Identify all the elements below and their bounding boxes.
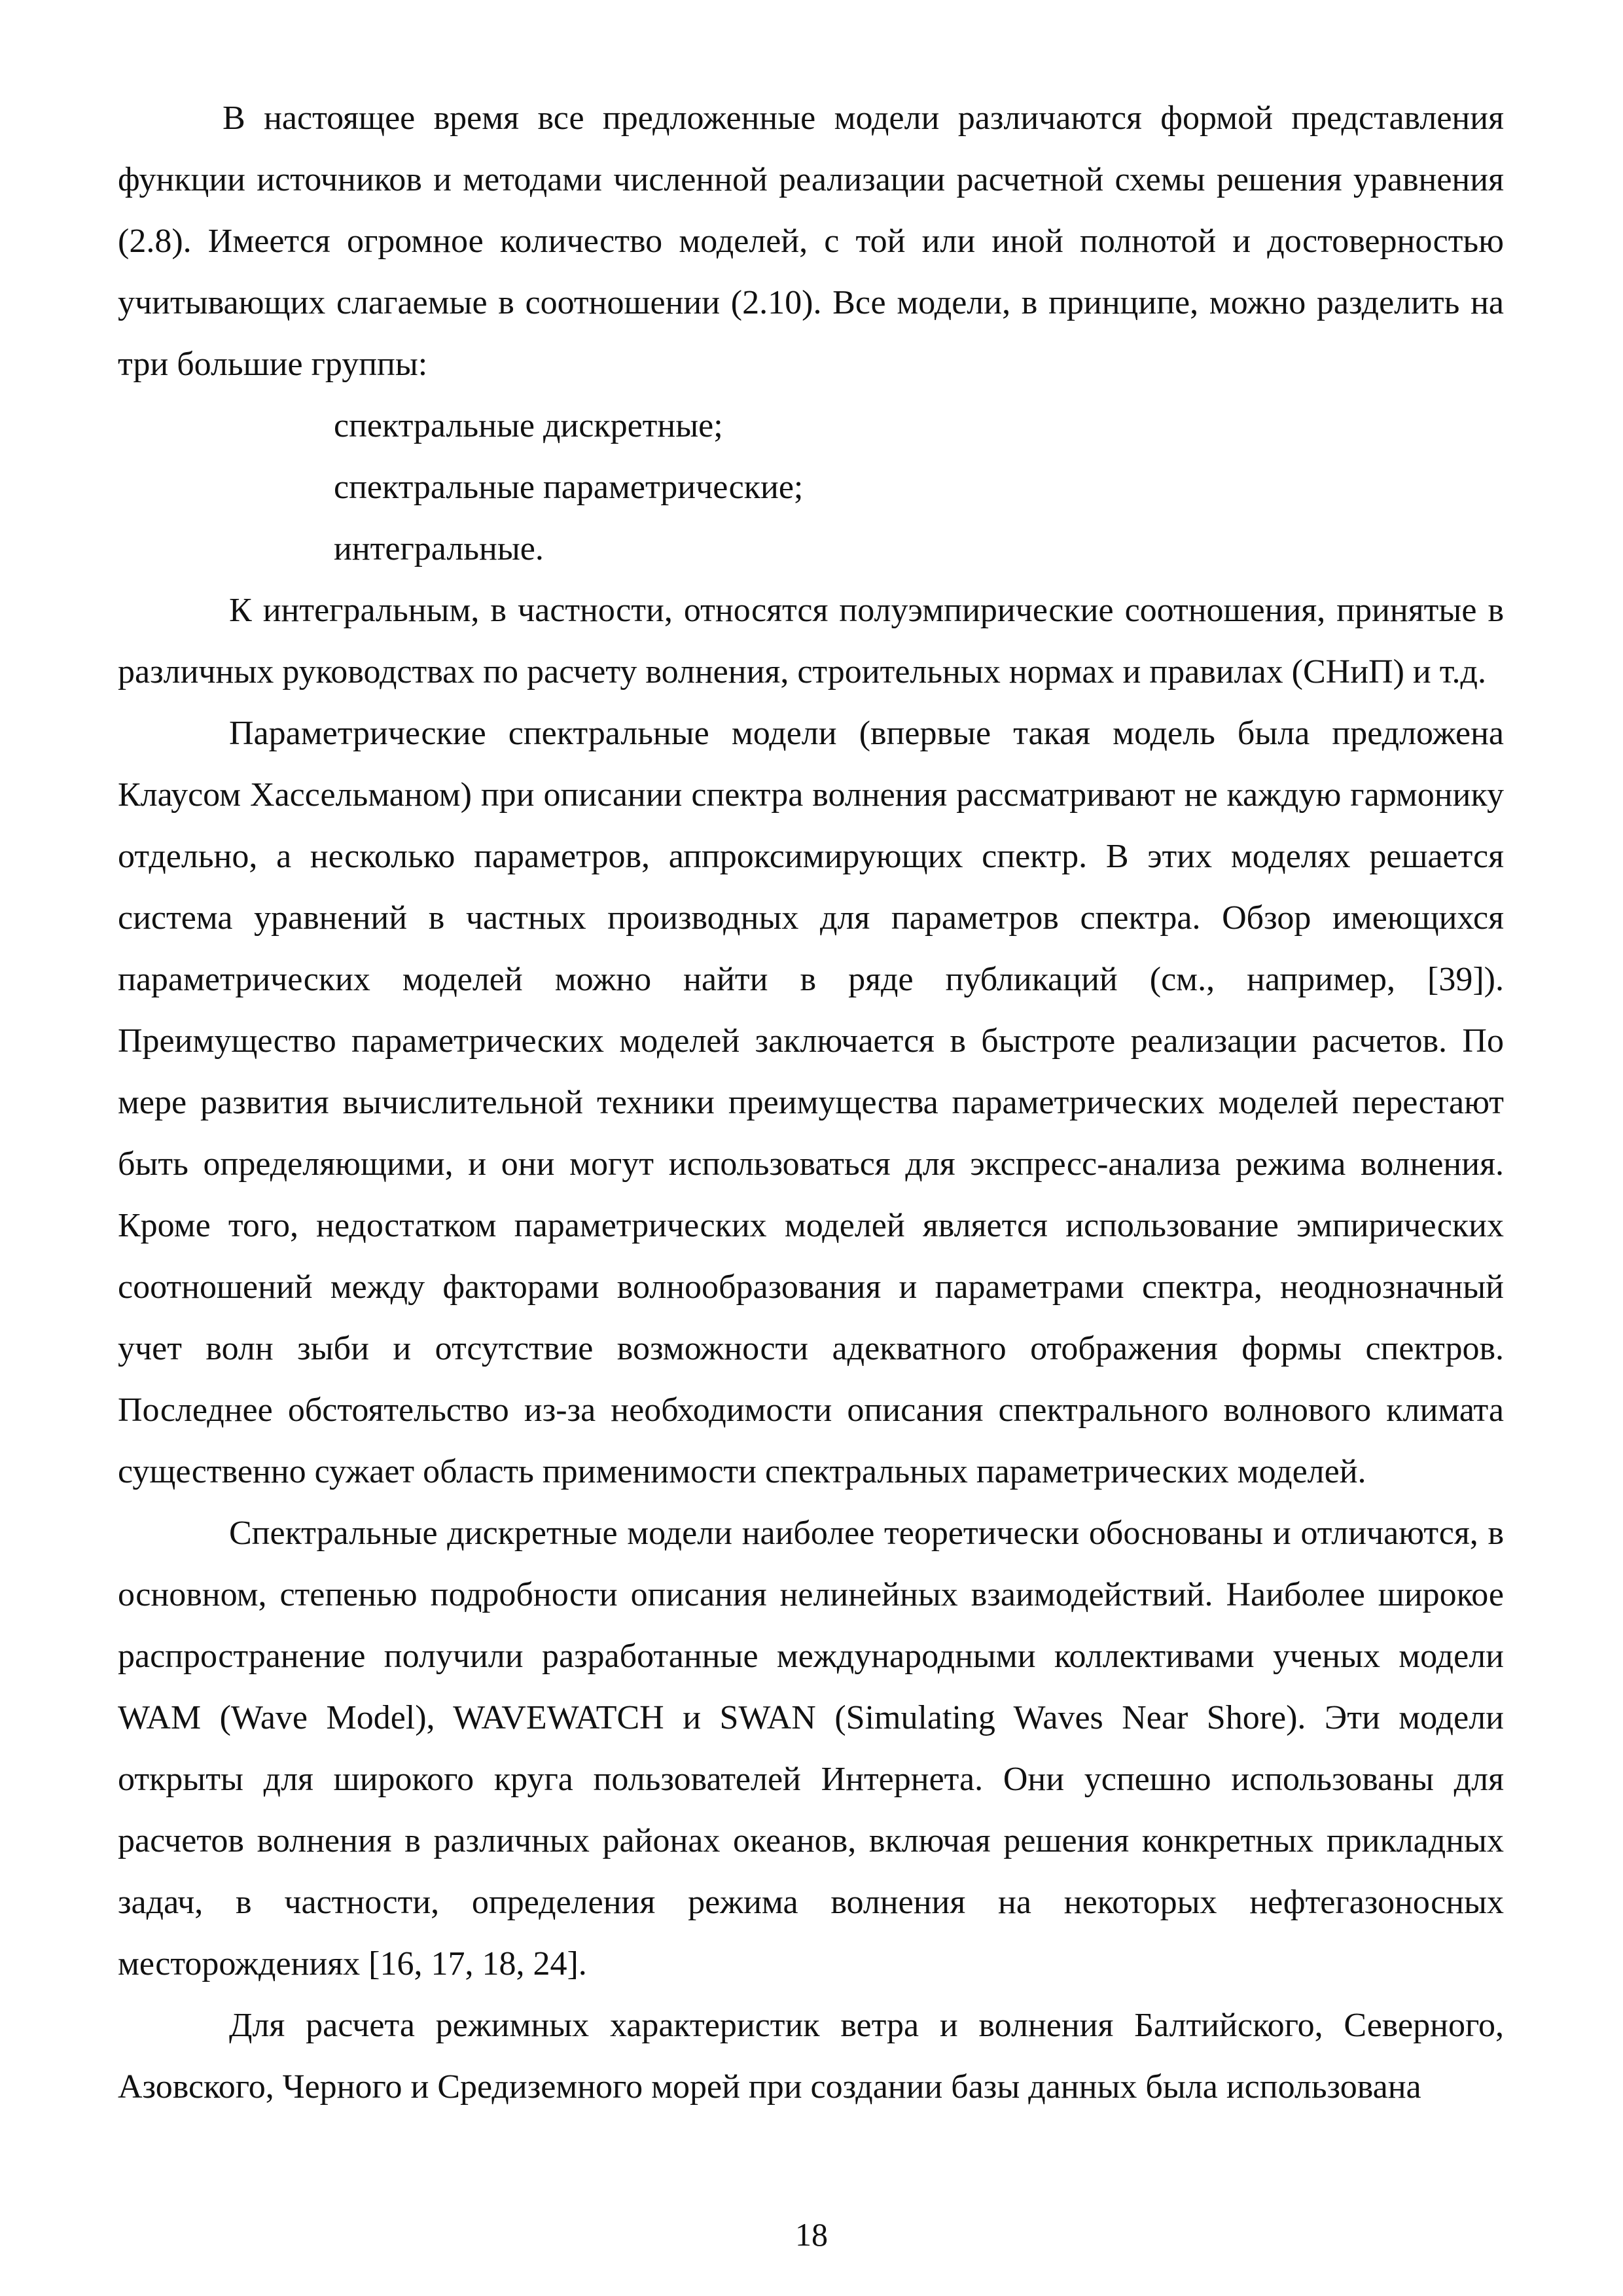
list-item: спектральные параметрические; [334,469,804,506]
page-number: 18 [795,2216,828,2253]
model-groups-list [118,395,1504,580]
paragraph-integral: К интегральным, в частности, относятся полуэмпирические соотношения, принятые в различных руководствах по расчету волнения, строительных нормах и правилах (СНиП) и т.д. [118,592,1504,691]
list-item: интегральные. [334,530,544,567]
paragraph-parametric: Параметрические спектральные модели (впервые такая модель была предложена Клаусом Хассельманом) при описании спектра волнения рассматривают не каждую гармонику отдельно, а несколько параметров, аппроксимирующих спектр. В этих моделях решается система уравнений в частных производных для параметров спектра. Обзор имеющихся параметрических моделей можно найти в ряде публикаций (см., например, [39]). Преимущество параметрических моделей заключается в быстроте реализации расчетов. По мере развития вычислительной техники преимущества параметрических моделей перестают быть определяющими, и они могут использоваться для экспресс-анализа режима волнения. Кроме того, недостатком параметрических моделей является использование эмпирических соотношений между факторами волнообразования и параметрами спектра, неоднозначный учет волн зыби и отсутствие возможности адекватного отображения формы спектров. Последнее обстоятельство из-за необходимости описания спектрального волнового климата существенно сужает область применимости спектральных параметрических моделей. [118,715,1504,1490]
paragraph-discrete: Спектральные дискретные модели наиболее теоретически обоснованы и отличаются, в основном, степенью подробности описания нелинейных взаимодействий. Наиболее широкое распространение получили разработанные международными коллективами ученых модели WAM (Wave Model), WAVEWATCH и SWAN (Simulating Waves Near Shore). Эти модели открыты для широкого круга пользователей Интернета. Они успешно использованы для расчетов волнения в различных районах океанов, включая решения конкретных прикладных задач, в частности, определения режима волнения на некоторых нефтегазоносных месторождениях [16, 17, 18, 24]. [118,1515,1504,1982]
list-item: спектральные дискретные; [334,407,723,444]
paragraph-intro: В настоящее время все предложенные модели различаются формой представления функции источников и методами численной реализации расчетной схемы решения уравнения (2.8). Имеется огромное количество моделей, с той или иной полнотой и достоверностью учитывающих слагаемые в соотношении (2.10). Все модели, в принципе, можно разделить на три большие группы: [118,99,1504,383]
body-text [118,88,1504,2118]
paragraph-closing: Для расчета режимных характеристик ветра и волнения Балтийского, Северного, Азовского, Черного и Средиземного морей при создании базы данных была использована [118,2007,1504,2106]
